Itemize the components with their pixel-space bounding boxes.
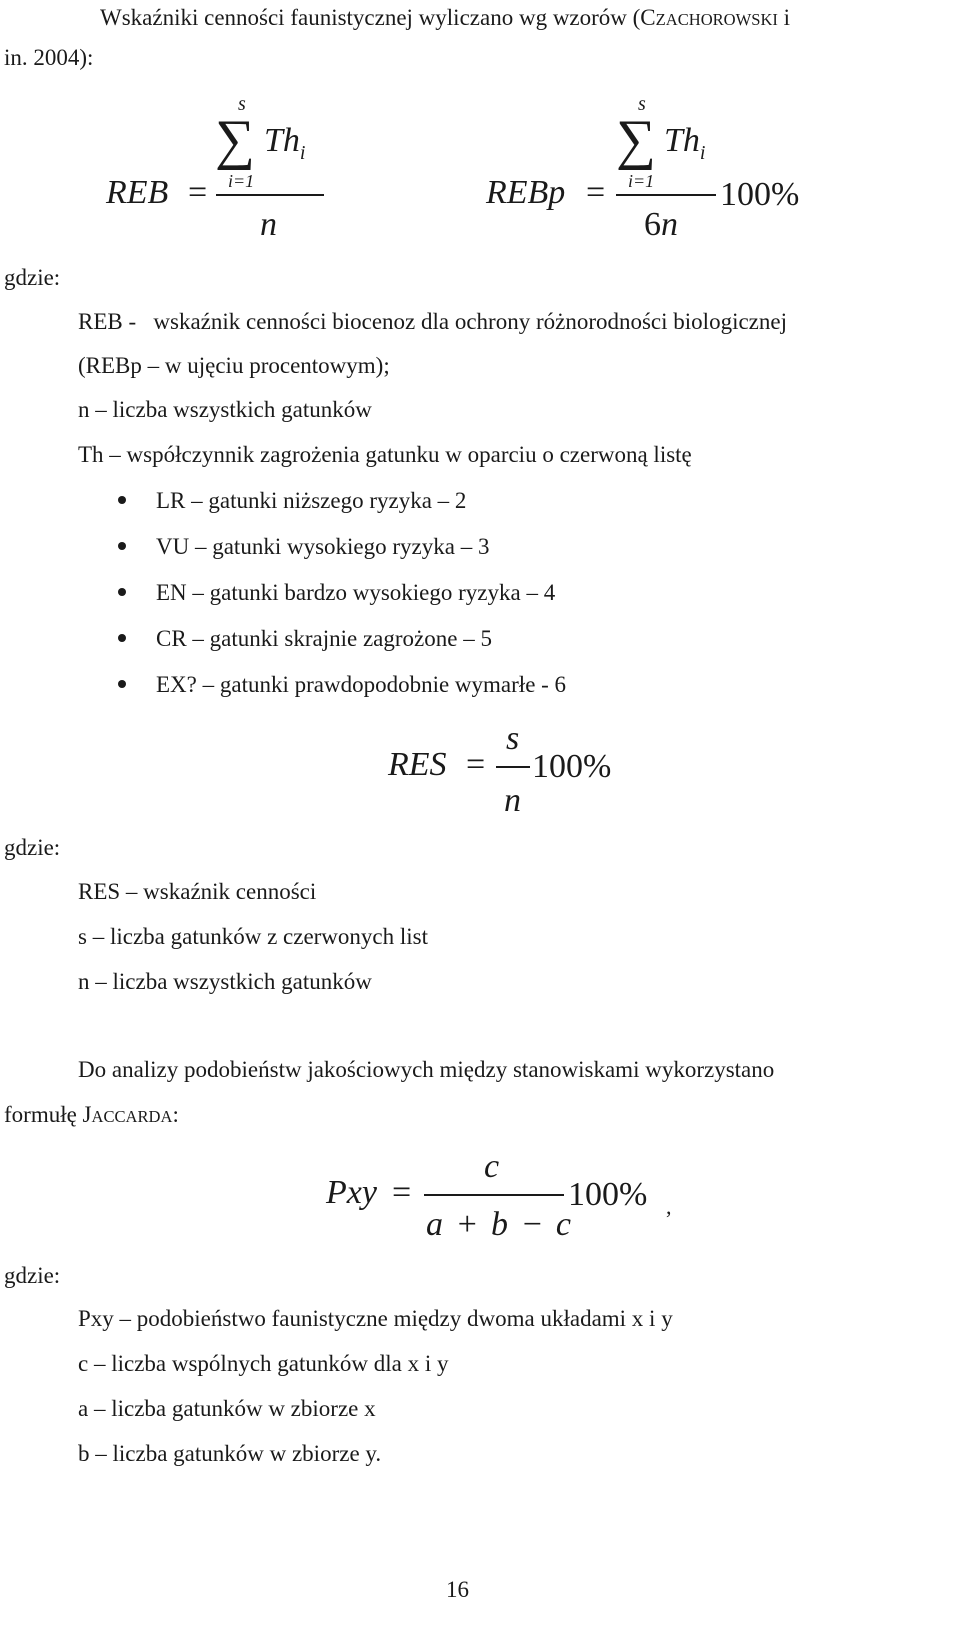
definition-res: RES – wskaźnik cenności xyxy=(78,879,317,904)
bullet-dot xyxy=(118,496,126,504)
rebp-term-sub: i xyxy=(699,141,706,164)
reb-fraction-bar xyxy=(216,194,324,196)
bullet-dot xyxy=(118,680,126,688)
bullet-dot xyxy=(118,542,126,550)
rebp-denominator-var: n xyxy=(661,206,678,243)
reb-sigma: ∑ xyxy=(215,109,255,171)
definition-pxy: Pxy – podobieństwo faunistyczne między dwoma układami x i y xyxy=(78,1306,673,1331)
list-item: VU – gatunki wysokiego ryzyka – 3 xyxy=(156,534,490,559)
definition-reb: REB - wskaźnik cenności biocenoz dla ochrony różnorodności biologicznej xyxy=(78,309,787,334)
jaccard-line-1: Do analizy podobieństw jakościowych między stanowiskami wykorzystano xyxy=(78,1057,775,1082)
rebp-fraction-bar xyxy=(616,194,716,196)
pxy-denominator: a + b − c xyxy=(426,1206,571,1243)
rebp-factor: 100% xyxy=(720,176,800,213)
rebp-denominator xyxy=(644,208,678,242)
definition-s: s – liczba gatunków z czerwonych list xyxy=(78,924,428,949)
reb-sum-lower: i=1 xyxy=(228,171,255,191)
definition-c: c – liczba wspólnych gatunków dla x i y xyxy=(78,1351,449,1376)
pxy-equals: = xyxy=(392,1174,412,1211)
definition-n-2: n – liczba wszystkich gatunków xyxy=(78,969,372,994)
definition-rebp: (REBp – w ujęciu procentowym); xyxy=(78,353,390,378)
jaccard-colon: : xyxy=(172,1102,179,1127)
where-label-3: gdzie: xyxy=(4,1263,61,1288)
res-lhs: RES xyxy=(388,746,447,783)
where-label-2: gdzie: xyxy=(4,835,61,860)
pxy-lhs: Pxy xyxy=(326,1174,377,1211)
rebp-denominator-number: 6 xyxy=(644,206,661,243)
rebp-sum-upper: s xyxy=(638,93,646,115)
author-smallcaps: ZACHOROWSKI xyxy=(655,10,778,29)
list-item: EX? – gatunki prawdopodobnie wymarłe - 6 xyxy=(156,672,567,697)
pxy-numerator: c xyxy=(484,1148,500,1185)
definition-a: a – liczba gatunków w zbiorze x xyxy=(78,1396,376,1421)
res-fraction-bar xyxy=(496,766,530,768)
reb-term-sub: i xyxy=(299,141,306,164)
jaccard-smallcaps: ACCARDA xyxy=(91,1107,173,1126)
res-factor: 100% xyxy=(532,748,612,785)
intro-text: Wskaźniki cenności faunistycznej wyliczano wg wzorów (C xyxy=(100,5,656,30)
res-equals: = xyxy=(466,746,486,783)
pxy-factor: 100% xyxy=(568,1176,648,1213)
page-number: 16 xyxy=(446,1577,469,1602)
list-item: CR – gatunki skrajnie zagrożone – 5 xyxy=(156,626,492,651)
reb-term-th: Th xyxy=(264,122,300,159)
list-item: EN – gatunki bardzo wysokiego ryzyka – 4 xyxy=(156,580,556,605)
definition-th: Th – współczynnik zagrożenia gatunku w oparciu o czerwoną listę xyxy=(78,442,692,467)
definition-b: b – liczba gatunków w zbiorze y. xyxy=(78,1441,382,1466)
res-denominator: n xyxy=(504,782,521,819)
intro-text-end: i xyxy=(777,5,791,30)
pxy-comma: , xyxy=(666,1194,672,1219)
jaccard-line-2 xyxy=(4,1103,179,1126)
bullet-dot xyxy=(118,634,126,642)
reb-sum-upper: s xyxy=(238,93,246,115)
definition-n: n – liczba wszystkich gatunków xyxy=(78,397,372,422)
reb-equals: = xyxy=(188,174,208,211)
rebp-equals: = xyxy=(586,174,606,211)
where-label-1: gdzie: xyxy=(4,265,61,290)
pxy-fraction-bar xyxy=(424,1194,564,1196)
list-item: LR – gatunki niższego ryzyka – 2 xyxy=(156,488,467,513)
rebp-term-th: Th xyxy=(664,122,700,159)
rebp-term xyxy=(664,124,705,163)
rebp-sigma: ∑ xyxy=(616,109,656,171)
rebp-lhs: REBp xyxy=(486,174,566,211)
intro-line-1 xyxy=(100,6,790,29)
reb-denominator: n xyxy=(260,206,277,243)
intro-line-2: in. 2004): xyxy=(4,45,94,70)
rebp-sum-lower: i=1 xyxy=(628,171,655,191)
reb-lhs: REB xyxy=(106,174,169,211)
bullet-dot xyxy=(118,588,126,596)
reb-term xyxy=(264,124,305,163)
jaccard-text: formułę J xyxy=(4,1102,92,1127)
res-numerator: s xyxy=(506,720,520,757)
